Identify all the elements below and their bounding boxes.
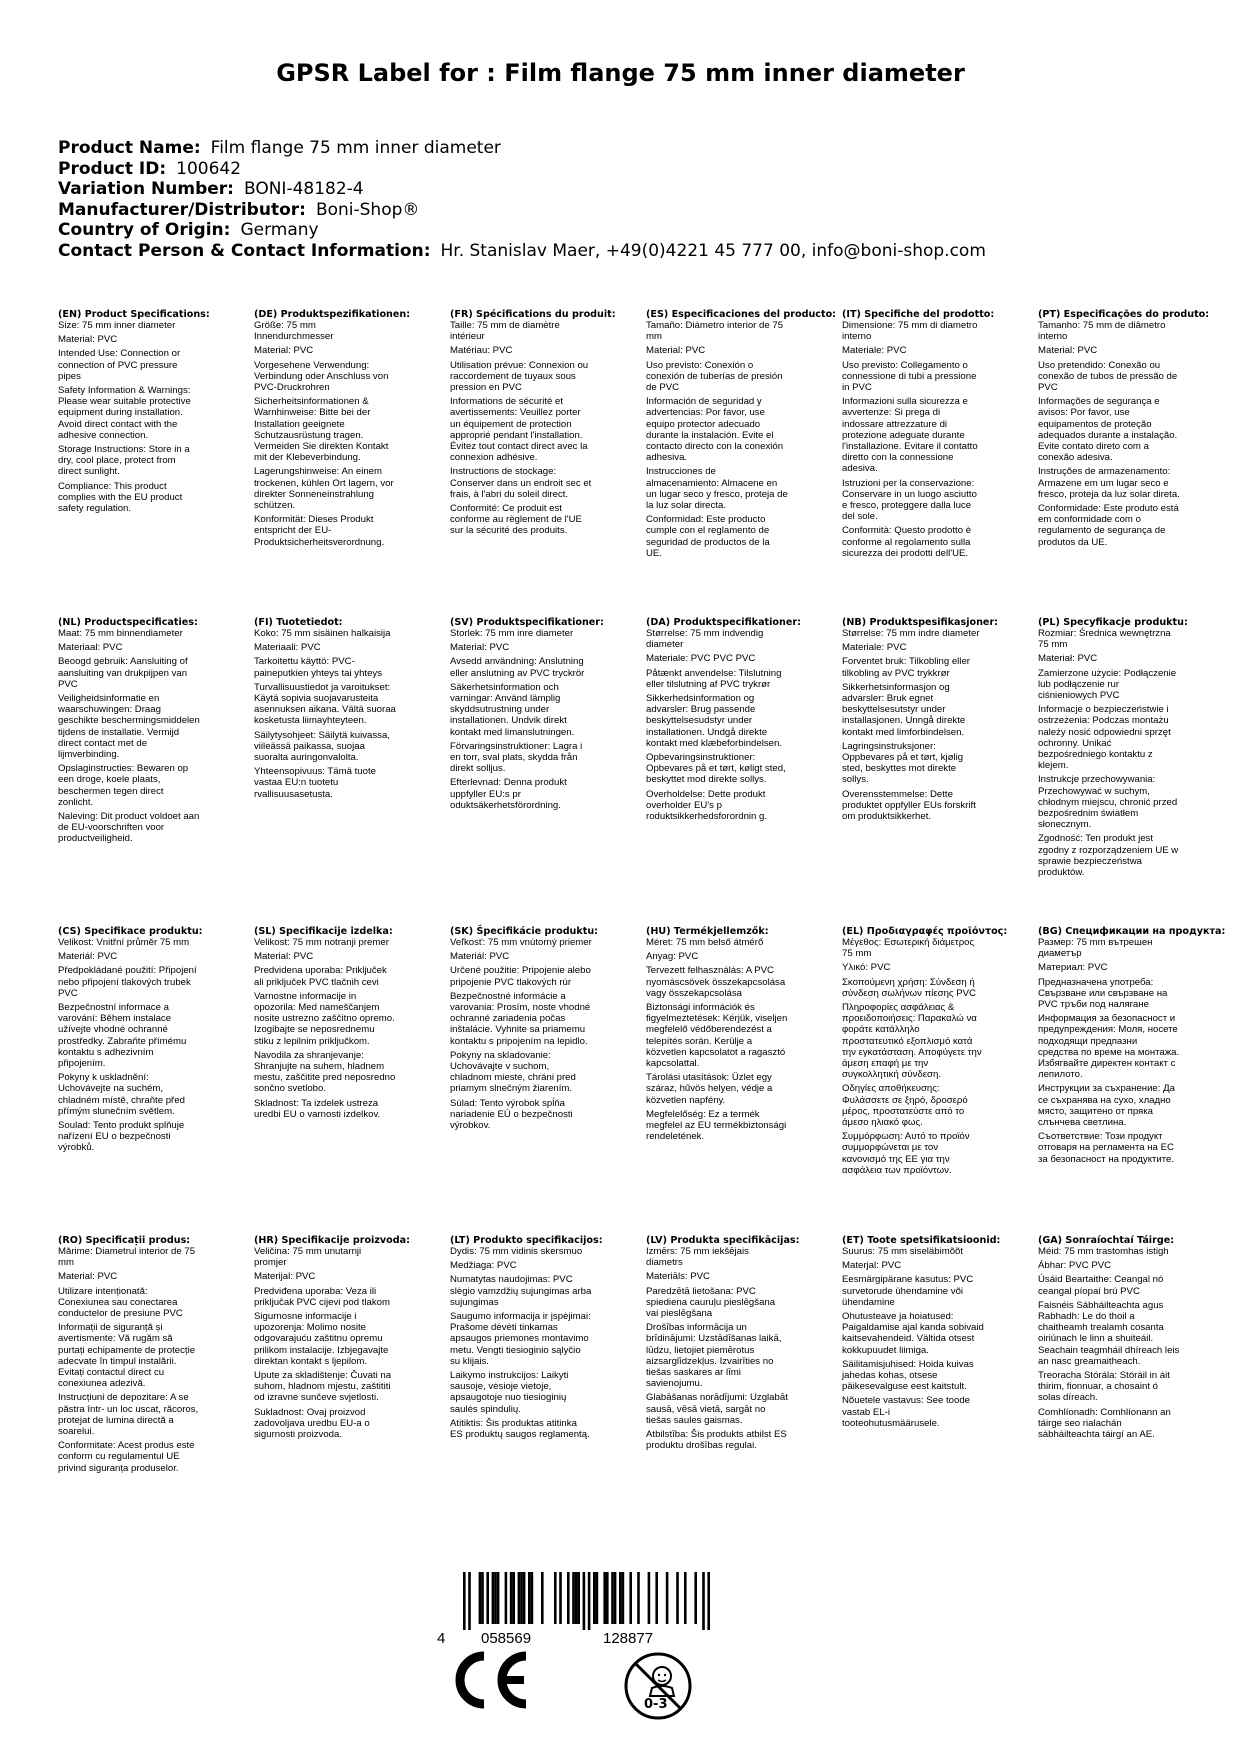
spec-line: Treoracha Stórála: Stóráil in áit thirim, fionnuar, a chosaint ó solas díreach. xyxy=(1038,1370,1170,1404)
spec-heading: (EL) Προδιαγραφές προϊόντος: xyxy=(842,926,1008,937)
spec-line: Conformitate: Acest produs este conform cu regulamentul UE privind siguranța produselor. xyxy=(58,1440,195,1474)
spec-line: Glabāšanas norādījumi: Uzglabāt sausā, vēsā vietā, sargāt no tiešas saules gaismas. xyxy=(646,1392,788,1426)
spec-line: Veľkosť: 75 mm vnútorný priemer xyxy=(450,937,592,948)
spec-line: Pokyny k uskladnění: Uchovávejte na suchém, chladném místě, chraňte před přímým slunečním světlem. xyxy=(58,1072,185,1117)
barcode-bar xyxy=(481,1572,484,1624)
spec-line: Informații de siguranță și avertismente: Vă rugăm să purtați echipamente de protecție adecvate în timpul instalării. Evitați contactul direct cu conexiunea adezivă. xyxy=(58,1322,196,1390)
barcode-bar xyxy=(528,1572,531,1624)
barcode-bar xyxy=(518,1572,521,1624)
barcode-bar xyxy=(554,1572,557,1624)
info-key: Product Name: xyxy=(58,138,201,158)
spec-block xyxy=(1038,617,1188,881)
barcode-bar xyxy=(559,1572,562,1624)
spec-line: Tamaño: Diámetro interior de 75 mm xyxy=(646,320,784,343)
spec-line: Saugumo informacija ir įspėjimai: Prašome dėvėti tinkamas apsaugos priemones montavimo metu. Vengti tiesioginio sąlyčio su klijais. xyxy=(450,1311,591,1367)
spec-line: Taille: 75 mm de diamètre intérieur xyxy=(450,320,560,343)
spec-line: Σκοπούμενη χρήση: Σύνδεση ή σύνδεση σωλήνων πίεσης PVC xyxy=(842,976,976,999)
spec-body xyxy=(254,937,396,1120)
barcode-bar xyxy=(497,1572,500,1624)
spec-line: Maat: 75 mm binnendiameter xyxy=(58,628,183,639)
spec-line: Μέγεθος: Εσωτερική διάμετρος 75 mm xyxy=(842,937,975,960)
spec-body xyxy=(646,937,788,1142)
barcode-bar xyxy=(622,1572,625,1624)
info-key: Contact Person & Contact Information: xyxy=(58,240,431,261)
spec-line: Uso previsto: Collegamento o connessione di tubi a pressione in PVC xyxy=(842,359,977,394)
spec-line: Materiaali: PVC xyxy=(254,642,321,654)
spec-line: Sukladnost: Ovaj proizvod zadovoljava uredbu EU-a o sigurnosti proizvoda. xyxy=(254,1406,370,1441)
spec-line: Predvidena uporaba: Priključek ali priključek PVC tlačnih cevi xyxy=(254,965,387,988)
spec-line: Medžiaga: PVC xyxy=(450,1260,517,1272)
spec-heading: (BG) Спецификации на продукта: xyxy=(1038,926,1226,937)
spec-line: Size: 75 mm inner diameter xyxy=(58,320,176,331)
spec-heading: (FI) Tuotetiedot: xyxy=(254,617,343,628)
spec-line: Instrukcje przechowywania: Przechowywać w suchym, chłodnym miejscu, chronić przed bezpośrednim światłem słonecznym. xyxy=(1038,774,1178,831)
spec-line: Veiligheidsinformatie en waarschuwingen: Draag geschikte beschermingsmiddelen tijdens de installatie. Vermijd direct contact met de lijmverbinding. xyxy=(58,693,200,761)
spec-block xyxy=(842,309,995,562)
spec-line: Biztonsági információk és figyelmeztetések: Kérjük, viseljen megfelelő védőberendezést a telepítés során. Kerülje a közvetlen kapcsolatot a ragasztó kapcsolattal. xyxy=(646,1002,788,1070)
spec-line: Tervezett felhasználás: A PVC nyomáscsövek összekapcsolása vagy összekapcsolása xyxy=(646,965,786,999)
spec-line: Conformidade: Este produto está em conformidade com o regulamento de segurança de produtos da UE. xyxy=(1038,503,1179,548)
spec-line: Tárolási utasítások: Üzlet egy száraz, hűvös helyen, védje a közvetlen napfény. xyxy=(646,1072,773,1106)
spec-heading: (PT) Especificações do produto: xyxy=(1038,309,1210,320)
barcode-bar xyxy=(512,1572,515,1624)
spec-line: Säkerhetsinformation och varningar: Använd lämplig skyddsutrustning under installationen. Undvik direkt kontakt med limanslutningen. xyxy=(450,681,575,738)
spec-line: Uso previsto: Conexión o conexión de tuberías de presión de PVC xyxy=(646,359,783,394)
spec-heading: (DE) Produktspezifikationen: xyxy=(254,309,411,320)
spec-line: Overensstemmelse: Dette produktet oppfyller EUs forskrift om produktsikkerhet. xyxy=(842,788,976,823)
spec-heading: (NB) Produktspesifikasjoner: xyxy=(842,617,999,628)
spec-line: Instruções de armazenamento: Armazene em um lugar seco e fresco, proteja da luz solar direta. xyxy=(1038,466,1180,500)
spec-line: Dydis: 75 mm vidinis skersmuo xyxy=(450,1246,583,1257)
spec-block xyxy=(450,926,599,1134)
spec-heading: (SK) Špecifikácie produktu: xyxy=(450,926,599,937)
spec-line: Compliance: This product complies with the EU product safety regulation. xyxy=(58,480,183,515)
barcode-bar xyxy=(468,1572,471,1630)
spec-line: Avsedd användning: Anslutning eller anslutning av PVC tryckrör xyxy=(450,656,585,679)
barcode-bar xyxy=(655,1572,658,1624)
spec-line: Comhlíonadh: Comhlíonann an táirge seo rialachán sábháilteachta táirgí an AE. xyxy=(1038,1406,1171,1441)
spec-line: Paredzētā lietošana: PVC spiediena cauruļu pieslēgšana vai pieslēgšana xyxy=(646,1285,776,1320)
spec-line: Rozmiar: Średnica wewnętrzna 75 mm xyxy=(1038,628,1171,651)
spec-block xyxy=(842,1235,1001,1432)
spec-line: Utilisation prévue: Connexion ou raccordement de tuyaux sous pression en PVC xyxy=(450,359,589,394)
spec-block xyxy=(58,1235,200,1477)
spec-line: Conformidad: Este producto cumple con el reglamento de seguridad de productos de la UE. xyxy=(646,514,770,559)
barcode-bar xyxy=(666,1572,669,1624)
spec-line: Faisnéis Sábháilteachta agus Rabhadh: Le do thoil a chaitheamh trealamh cosanta oiriúnach le linn a shuiteáil. Seachain teagmháil dhíreach leis an nasc greamaitheach. xyxy=(1038,1299,1180,1367)
spec-line: Materiaal: PVC xyxy=(58,642,123,654)
spec-line: Koko: 75 mm sisäinen halkaisija xyxy=(254,628,391,639)
spec-heading: (DA) Produktspecifikationer: xyxy=(646,617,801,628)
spec-line: Mărime: Diametrul interior de 75 mm xyxy=(58,1246,196,1269)
spec-line: Säilitamisjuhised: Hoida kuivas jahedas kohas, otsese päikesevalguse eest kaitstult. xyxy=(842,1358,974,1393)
barcode-bar xyxy=(494,1572,497,1624)
spec-block xyxy=(1038,926,1226,1168)
spec-body xyxy=(450,628,592,811)
spec-heading: (SV) Produktspecifikationer: xyxy=(450,617,604,628)
spec-line: Velikost: 75 mm notranji premer xyxy=(254,937,389,948)
info-value: 100642 xyxy=(176,158,242,179)
spec-line: Anyag: PVC xyxy=(646,951,699,963)
spec-line: Predviđena uporaba: Veza ili priključak PVC cijevi pod tlakom xyxy=(254,1285,390,1308)
spec-body xyxy=(58,1246,200,1474)
info-value: BONI-48182-4 xyxy=(243,179,364,199)
spec-block xyxy=(646,309,837,562)
barcode-bar xyxy=(463,1572,466,1630)
spec-line: Atitiktis: Šis produktas atitinka ES produktų saugos reglamentą. xyxy=(450,1417,590,1441)
barcode-bar xyxy=(510,1572,513,1624)
spec-line: Sikkerhedsinformation og advarsler: Brug passende beskyttelsesudstyr under installationen. Undgå direkte kontakt med klæbeforbindelsen. xyxy=(646,693,782,749)
spec-body xyxy=(58,628,200,845)
spec-block xyxy=(254,309,411,551)
info-row-country-of-origin xyxy=(58,220,1198,241)
spec-heading: (FR) Spécifications du produit: xyxy=(450,309,616,320)
spec-line: Información de seguridad y advertencias: Por favor, use equipo protector adecuado durante la instalación. Evite el contacto directo con la conexión adhesiva. xyxy=(646,396,784,464)
spec-line: Информация за безопасност и предупреждения: Моля, носете подходящи предпазни средства по време на монтажа. Избягвайте директен контакт с лепилото. xyxy=(1038,1013,1180,1081)
spec-block xyxy=(58,926,203,1157)
spec-line: Materiál: PVC xyxy=(450,951,510,963)
barcode-bar xyxy=(575,1572,578,1624)
spec-line: Soulad: Tento produkt splňuje nařízení EU o bezpečnosti výrobků. xyxy=(58,1120,185,1154)
barcode-bar xyxy=(702,1572,705,1630)
spec-line: Materiale: PVC xyxy=(842,345,907,357)
barcode-bar xyxy=(583,1572,586,1630)
barcode-bar xyxy=(520,1572,523,1624)
spec-block xyxy=(842,926,1008,1179)
spec-line: Lagringsinstruksjoner: Oppbevares på et tørt, kjølig sted, beskyttes mot direkte sollys. xyxy=(842,740,964,786)
spec-line: Informations de sécurité et avertissements: Veuillez porter un équipement de protection approprié pendant l'installation. Évitez tout contact direct avec la connexion adhésive. xyxy=(450,396,588,464)
barcode-bar xyxy=(567,1572,570,1624)
barcode-bar xyxy=(577,1572,580,1624)
spec-block xyxy=(1038,309,1210,551)
spec-body xyxy=(842,320,984,559)
spec-body xyxy=(254,320,396,548)
spec-line: Tarkoitettu käyttö: PVC-paineputkien yhteys tai yhteys xyxy=(254,656,382,679)
barcode-bar xyxy=(611,1572,614,1624)
spec-line: Materjal: PVC xyxy=(842,1260,902,1272)
spec-heading: (ES) Especificaciones del producto: xyxy=(646,309,837,320)
barcode-bar xyxy=(588,1572,591,1630)
spec-line: Материал: PVC xyxy=(1038,962,1108,974)
spec-block xyxy=(646,1235,800,1454)
spec-body xyxy=(450,1246,592,1440)
spec-line: Material: PVC xyxy=(254,951,314,963)
spec-line: Υλικό: PVC xyxy=(842,962,891,974)
spec-line: Efterlevnad: Denna produkt uppfyller EU:s pr oduktsäkerhetsförordning. xyxy=(450,777,567,811)
spec-line: Utilizare intenționată: Conexiunea sau conectarea conductelor de presiune PVC xyxy=(58,1285,183,1320)
spec-line: Turvallisuustiedot ja varoitukset: Käytä sopivia suojavarusteita asennuksen aikana. Vältä suoraa kosketusta liimayhteyteen. xyxy=(254,681,396,727)
barcode-left-digits: 058569 xyxy=(481,1630,532,1647)
spec-body xyxy=(254,1246,396,1440)
spec-body xyxy=(646,628,788,822)
spec-line: Instrucțiuni de depozitare: A se păstra într- un loc uscat, răcoros, protejat de lumina directă a soarelui. xyxy=(58,1392,199,1438)
spec-line: Upute za skladištenje: Čuvati na suhom, hladnom mjestu, zaštititi od izravne sunčeve svjetlosti. xyxy=(254,1370,392,1404)
spec-line: Navodila za shranjevanje: Shranjujte na suhem, hladnem mestu, zaščitite pred neposredno sončno svetlobo. xyxy=(254,1049,396,1095)
spec-line: Conformité: Ce produit est conforme au règlement de l'UE sur la sécurité des produits. xyxy=(450,503,582,537)
barcode-bar xyxy=(707,1572,710,1630)
spec-heading: (SL) Specifikacije izdelka: xyxy=(254,926,393,937)
spec-block xyxy=(58,617,200,848)
barcode-bar xyxy=(531,1572,534,1624)
spec-line: Συμμόρφωση: Αυτό το προϊόν συμμορφώνεται με τον κανονισμό της ΕΕ για την ασφάλεια των προϊόντων. xyxy=(842,1131,970,1176)
barcode-bar xyxy=(619,1572,622,1624)
barcode-bar xyxy=(648,1572,651,1624)
spec-body xyxy=(58,937,200,1154)
spec-line: Säilytysohjeet: Säilytä kuivassa, viileässä paikassa, suojaa suoralta auringonvalolta. xyxy=(254,729,390,764)
spec-line: Instructions de stockage: Conserver dans un endroit sec et frais, à l'abri du soleil direct. xyxy=(450,466,592,500)
barcode-prefix: 4 xyxy=(437,1630,446,1647)
spec-heading: (IT) Specifiche del prodotto: xyxy=(842,309,995,320)
spec-line: Zamierzone użycie: Podłączenie lub podłączenie rur ciśnieniowych PVC xyxy=(1038,667,1177,702)
spec-body xyxy=(842,937,984,1176)
spec-line: Nõuetele vastavus: See toode vastab EL-i tooteohutusmäärusele. xyxy=(842,1395,971,1429)
barcode-bar xyxy=(505,1572,508,1624)
spec-line: Bezpečnostné informácie a varovania: Prosím, noste vhodné ochranné zariadenia počas inštalácie. Vyhnite sa priamemu kontaktu s pripojením na lepidlo. xyxy=(450,990,591,1047)
info-value: Film flange 75 mm inner diameter xyxy=(210,138,501,158)
info-key: Manufacturer/Distributor: xyxy=(58,199,306,220)
spec-line: Uso pretendido: Conexão ou conexão de tubos de pressão de PVC xyxy=(1038,359,1178,394)
spec-line: Material: PVC xyxy=(58,334,118,346)
spec-line: Предназначена употреба: Свързване или свързване на PVC тръби под налягане xyxy=(1038,976,1168,1011)
spec-line: Materiál: PVC xyxy=(58,951,118,963)
spec-line: Úsáid Beartaithe: Ceangal nó ceangal píopaí brú PVC xyxy=(1038,1274,1164,1297)
spec-body xyxy=(842,628,984,822)
spec-line: Izmērs: 75 mm iekšējais diametrs xyxy=(646,1246,749,1269)
spec-line: Material: PVC xyxy=(1038,345,1098,357)
spec-line: Förvaringsinstruktioner: Lagra i en torr, sval plats, skydda från direkt solljus. xyxy=(450,740,583,775)
spec-block xyxy=(450,309,616,540)
spec-line: Vorgesehene Verwendung: Verbindung oder Anschluss von PVC-Druckrohren xyxy=(254,359,389,394)
page-title: GPSR Label for : Film flange 75 mm inner diameter xyxy=(276,59,965,87)
info-value: Germany xyxy=(240,220,319,240)
spec-body xyxy=(1038,1246,1180,1440)
compliance-logos xyxy=(450,1650,710,1730)
spec-line: Material: PVC xyxy=(646,345,706,357)
spec-heading: (CS) Specifikace produktu: xyxy=(58,926,203,937)
spec-line: Materijal: PVC xyxy=(254,1271,316,1283)
spec-block xyxy=(842,617,999,825)
spec-line: Súlad: Tento výrobok spĺňa nariadenie EÚ o bezpečnosti výrobkov. xyxy=(450,1097,573,1132)
spec-line: Dimensione: 75 mm di diametro interno xyxy=(842,320,978,343)
spec-heading: (NL) Productspecificaties: xyxy=(58,617,198,628)
spec-line: Velikost: Vnitřní průměr 75 mm xyxy=(58,937,190,948)
barcode-bar xyxy=(629,1572,632,1624)
spec-line: Materiale: PVC xyxy=(842,642,907,654)
spec-block xyxy=(254,926,396,1123)
spec-line: Opbevaringsinstruktioner: Opbevares på et tørt, køligt sted, beskyttet mod direkte sollys. xyxy=(646,752,786,786)
spec-line: Ábhar: PVC PVC xyxy=(1038,1260,1112,1272)
info-value: Boni-Shop® xyxy=(315,199,420,220)
spec-heading: (EN) Product Specifications: xyxy=(58,309,210,320)
spec-line: Größe: 75 mm Innendurchmesser xyxy=(254,320,334,343)
spec-line: Storage Instructions: Store in a dry, cool place, protect from direct sunlight. xyxy=(58,444,190,478)
barcode-bar xyxy=(694,1572,697,1624)
spec-line: Istruzioni per la conservazione: Conservare in un luogo asciutto e fresco, proteggere dalla luce del sole. xyxy=(842,477,977,523)
spec-body xyxy=(254,628,396,800)
spec-heading: (LT) Produkto specifikacijos: xyxy=(450,1235,603,1246)
spec-body xyxy=(1038,937,1180,1165)
spec-body xyxy=(58,320,200,514)
spec-line: Съответствие: Този продукт отговаря на регламента на ЕС за безопасност на продуктите. xyxy=(1038,1131,1175,1165)
info-key: Product ID: xyxy=(58,158,167,179)
spec-body xyxy=(450,937,592,1131)
spec-heading: (GA) Sonraíochtaí Táirge: xyxy=(1038,1235,1175,1246)
barcode-bar xyxy=(614,1572,617,1624)
barcode-bar xyxy=(606,1572,609,1624)
spec-line: Material: PVC xyxy=(450,642,510,654)
spec-line: Sigurnosne informacije i upozorenja: Molimo nosite odgovarajuću zaštitnu opremu prilikom instalacije. Izbjegavajte direktan kontakt s ljepilom. xyxy=(254,1311,389,1367)
spec-block xyxy=(450,617,604,814)
spec-line: Méret: 75 mm belső átmérő xyxy=(646,937,764,948)
spec-line: Informacje o bezpieczeństwie i ostrzeżenia: Podczas montażu należy nosić odpowiedni sprzęt ochronny. Unikać bezpośredniego kontaktu z klejem. xyxy=(1038,704,1171,772)
product-info xyxy=(58,138,1198,261)
spec-body xyxy=(450,320,592,537)
spec-line: Varnostne informacije in opozorila: Med nameščanjem nosite ustrezno zaščitno opremo. Izogibajte se neposrednemu stiku z lepilnim priključkom. xyxy=(254,990,395,1047)
spec-line: Инструкции за съхранение: Да се съхранява на сухо, хладно място, защитено от пряка слънчева светлина. xyxy=(1038,1083,1175,1129)
spec-line: Určené použitie: Pripojenie alebo pripojenie PVC tlakových rúr xyxy=(450,965,591,988)
barcode-bar xyxy=(676,1572,679,1624)
spec-line: Drošības informācija un brīdinājumi: Uzstādīšanas laikā, lūdzu, lietojiet piemērotus aizsarglīdzekļus. Izvairīties no tiešas saskares ar līmi savienojumu. xyxy=(646,1322,782,1390)
spec-line: Intended Use: Connection or connection of PVC pressure pipes xyxy=(58,348,181,382)
spec-line: Materiał: PVC xyxy=(1038,653,1098,665)
barcode-bar xyxy=(593,1572,596,1624)
barcode-bar xyxy=(479,1572,482,1624)
spec-line: Materiale: PVC PVC PVC xyxy=(646,653,756,665)
info-row-variation-number xyxy=(58,179,1198,200)
spec-line: Tamanho: 75 mm de diâmetro interno xyxy=(1038,320,1166,343)
spec-line: Suurus: 75 mm siseläbimõõt xyxy=(842,1246,964,1257)
spec-line: Størrelse: 75 mm indre diameter xyxy=(842,628,980,639)
spec-body xyxy=(1038,320,1180,548)
spec-line: Οδηγίες αποθήκευσης: Φυλάσσετε σε ξηρό, δροσερό μέρος, προστατεύστε από το άμεσο ηλιακό φως. xyxy=(842,1083,968,1129)
barcode-bars xyxy=(463,1572,710,1630)
spec-line: Sicherheitsinformationen & Warnhinweise: Bitte bei der Installation geeignete Schutzausrüstung tragen. Vermeiden Sie direkten Kontakt mit der Klebeverbindung. xyxy=(254,396,389,464)
spec-line: Pokyny na skladovanie: Uchovávajte v suchom, chladnom mieste, chráni pred priamym slnečným žiarením. xyxy=(450,1049,576,1095)
info-row-product-name xyxy=(58,138,1198,159)
spec-heading: (HR) Specifikacije proizvoda: xyxy=(254,1235,410,1246)
barcode-bar xyxy=(572,1572,575,1624)
spec-line: Yhteensopivuus: Tämä tuote vastaa EU:n tuotetu rvallisuusasetusta. xyxy=(254,766,376,800)
spec-heading: (ET) Toote spetsifikatsioonid: xyxy=(842,1235,1001,1246)
spec-line: Skladnost: Ta izdelek ustreza uredbi EU o varnosti izdelkov. xyxy=(254,1097,381,1120)
spec-block xyxy=(646,617,801,825)
spec-line: Storlek: 75 mm inre diameter xyxy=(450,628,574,639)
spec-body xyxy=(646,320,788,559)
info-key: Country of Origin: xyxy=(58,220,231,240)
age-range-label: 0-3 xyxy=(644,1697,668,1712)
spec-line: Bezpečnostní informace a varování: Během instalace užívejte vhodné ochranné prostředky. Zabraňte přímému kontaktu s adhezivním připojením. xyxy=(58,1002,187,1070)
spec-line: Conformità: Questo prodotto è conforme al regolamento sulla sicurezza dei prodotti dell'UE. xyxy=(842,525,972,559)
spec-heading: (PL) Specyfikacje produktu: xyxy=(1038,617,1188,628)
info-value: Hr. Stanislav Maer, +49(0)4221 45 777 00, info@boni-shop.com xyxy=(440,240,986,261)
spec-line: Safety Information & Warnings: Please wear suitable protective equipment during installation. Avoid direct contact with the adhesive connection. xyxy=(58,385,191,441)
spec-line: Размер: 75 mm вътрешен диаметър xyxy=(1038,937,1153,960)
spec-block xyxy=(254,617,396,803)
spec-block xyxy=(1038,1235,1180,1443)
spec-line: Sikkerhetsinformasjon og advarsler: Bruk egnet beskyttelsesutstyr under installasjonen. Unngå direkte kontakt med limforbindelsen. xyxy=(842,681,966,738)
spec-body xyxy=(842,1246,984,1429)
spec-line: Informazioni sulla sicurezza e avvertenze: Si prega di indossare attrezzature di protezione adeguate durante l'installazione. Evitare il contatto diretto con la connessione adesiva. xyxy=(842,396,978,475)
spec-heading: (LV) Produkta specifikācijas: xyxy=(646,1235,800,1246)
spec-heading: (HU) Termékjellemzők: xyxy=(646,926,769,937)
spec-block xyxy=(58,309,210,517)
spec-block xyxy=(646,926,788,1145)
barcode-bar xyxy=(596,1572,599,1624)
spec-line: Beoogd gebruik: Aansluiting of aansluiting van drukpijpen van PVC xyxy=(58,656,188,690)
spec-line: Atbilstība: Šis produkts atbilst ES produktu drošības regulai. xyxy=(646,1429,787,1452)
barcode-bar xyxy=(637,1572,640,1624)
spec-line: Numatytas naudojimas: PVC slėgio vamzdžių sujungimas arba sujungimas xyxy=(450,1274,592,1308)
spec-line: Méid: 75 mm trastomhas istigh xyxy=(1038,1246,1169,1257)
spec-line: Πληροφορίες ασφάλειας & προειδοποιήσεις: Παρακαλώ να φοράτε κατάλληλο προστατευτικό εξοπλισμό κατά την εγκατάσταση. Αποφύγετε την άμεση επαφή με την συγκολλητική σύνδεση. xyxy=(842,1002,982,1081)
spec-line: Instrucciones de almacenamiento: Almacene en un lugar seco y fresco, proteja de la luz solar directa. xyxy=(646,466,788,512)
spec-body xyxy=(646,1246,788,1451)
spec-line: Forventet bruk: Tilkobling eller tilkobling av PVC trykkrør xyxy=(842,656,970,679)
spec-line: Veličina: 75 mm unutarnji promjer xyxy=(254,1246,362,1269)
spec-line: Megfelelőség: Ez a termék megfelel az EU termékbiztonsági rendeletének. xyxy=(646,1108,787,1143)
spec-line: Opslaginstructies: Bewaren op een droge, koele plaats, beschermen tegen direct zonlicht. xyxy=(58,763,189,808)
barcode-right-digits: 128877 xyxy=(603,1630,654,1647)
spec-heading: (RO) Specificații produs: xyxy=(58,1235,191,1246)
info-key: Variation Number: xyxy=(58,179,234,199)
spec-line: Naleving: Dit product voldoet aan de EU-voorschriften voor productveiligheid. xyxy=(58,811,200,845)
spec-line: Eesmärgipärane kasutus: PVC survetorude ühendamine või ühendamine xyxy=(842,1274,974,1308)
spec-line: Předpokládané použití: Připojení nebo připojení tlakových trubek PVC xyxy=(58,965,197,999)
barcode-bar xyxy=(486,1572,489,1624)
barcode-bar xyxy=(684,1572,687,1624)
spec-block xyxy=(254,1235,410,1443)
spec-line: Konformität: Dieses Produkt entspricht der EU-Produktsicherheitsverordnung. xyxy=(254,514,385,548)
spec-line: Størrelse: 75 mm indvendig diameter xyxy=(646,628,764,651)
ean-barcode xyxy=(431,1572,731,1652)
barcode-bar xyxy=(523,1572,526,1624)
ce-mark-icon xyxy=(450,1650,532,1710)
info-row-product-id xyxy=(58,159,1198,180)
spec-line: Lagerungshinweise: An einem trockenen, kühlen Ort lagern, vor direkter Sonneneinstrahlung schützen. xyxy=(254,466,394,512)
barcode-bar xyxy=(492,1572,495,1624)
spec-line: Ohutusteave ja hoiatused: Paigaldamise ajal kanda sobivaid kaitsevahendeid. Vältida otsest kokkupuudet liimiga. xyxy=(842,1311,984,1356)
spec-line: Materiāls: PVC xyxy=(646,1271,710,1283)
spec-line: Informações de segurança e avisos: Por favor, use equipamentos de proteção adequados durante a instalação. Evite contato direto com a conexão adesiva. xyxy=(1038,396,1178,464)
spec-line: Material: PVC xyxy=(58,1271,118,1283)
not-for-age-0-3-icon xyxy=(622,1650,694,1722)
spec-line: Material: PVC xyxy=(254,345,314,357)
spec-body xyxy=(1038,628,1180,878)
barcode-bar xyxy=(541,1572,544,1624)
spec-line: Zgodność: Ten produkt jest zgodny z rozporządzeniem UE w sprawie bezpieczeństwa produktów. xyxy=(1038,833,1179,879)
spec-line: Påtænkt anvendelse: Tilslutning eller tilslutning af PVC trykrør xyxy=(646,667,782,690)
spec-line: Matériau: PVC xyxy=(450,345,513,357)
barcode-bar xyxy=(603,1572,606,1624)
info-row-manufacturer xyxy=(58,200,1198,221)
spec-block xyxy=(450,1235,603,1443)
spec-line: Overholdelse: Dette produkt overholder EU's p roduktsikkerhedsforordnin g. xyxy=(646,788,768,823)
spec-line: Laikymo instrukcijos: Laikyti sausoje, vėsioje vietoje, apsaugotoje nuo tiesioginių saulės spindulių. xyxy=(450,1370,569,1415)
info-row-contact xyxy=(58,241,1198,262)
